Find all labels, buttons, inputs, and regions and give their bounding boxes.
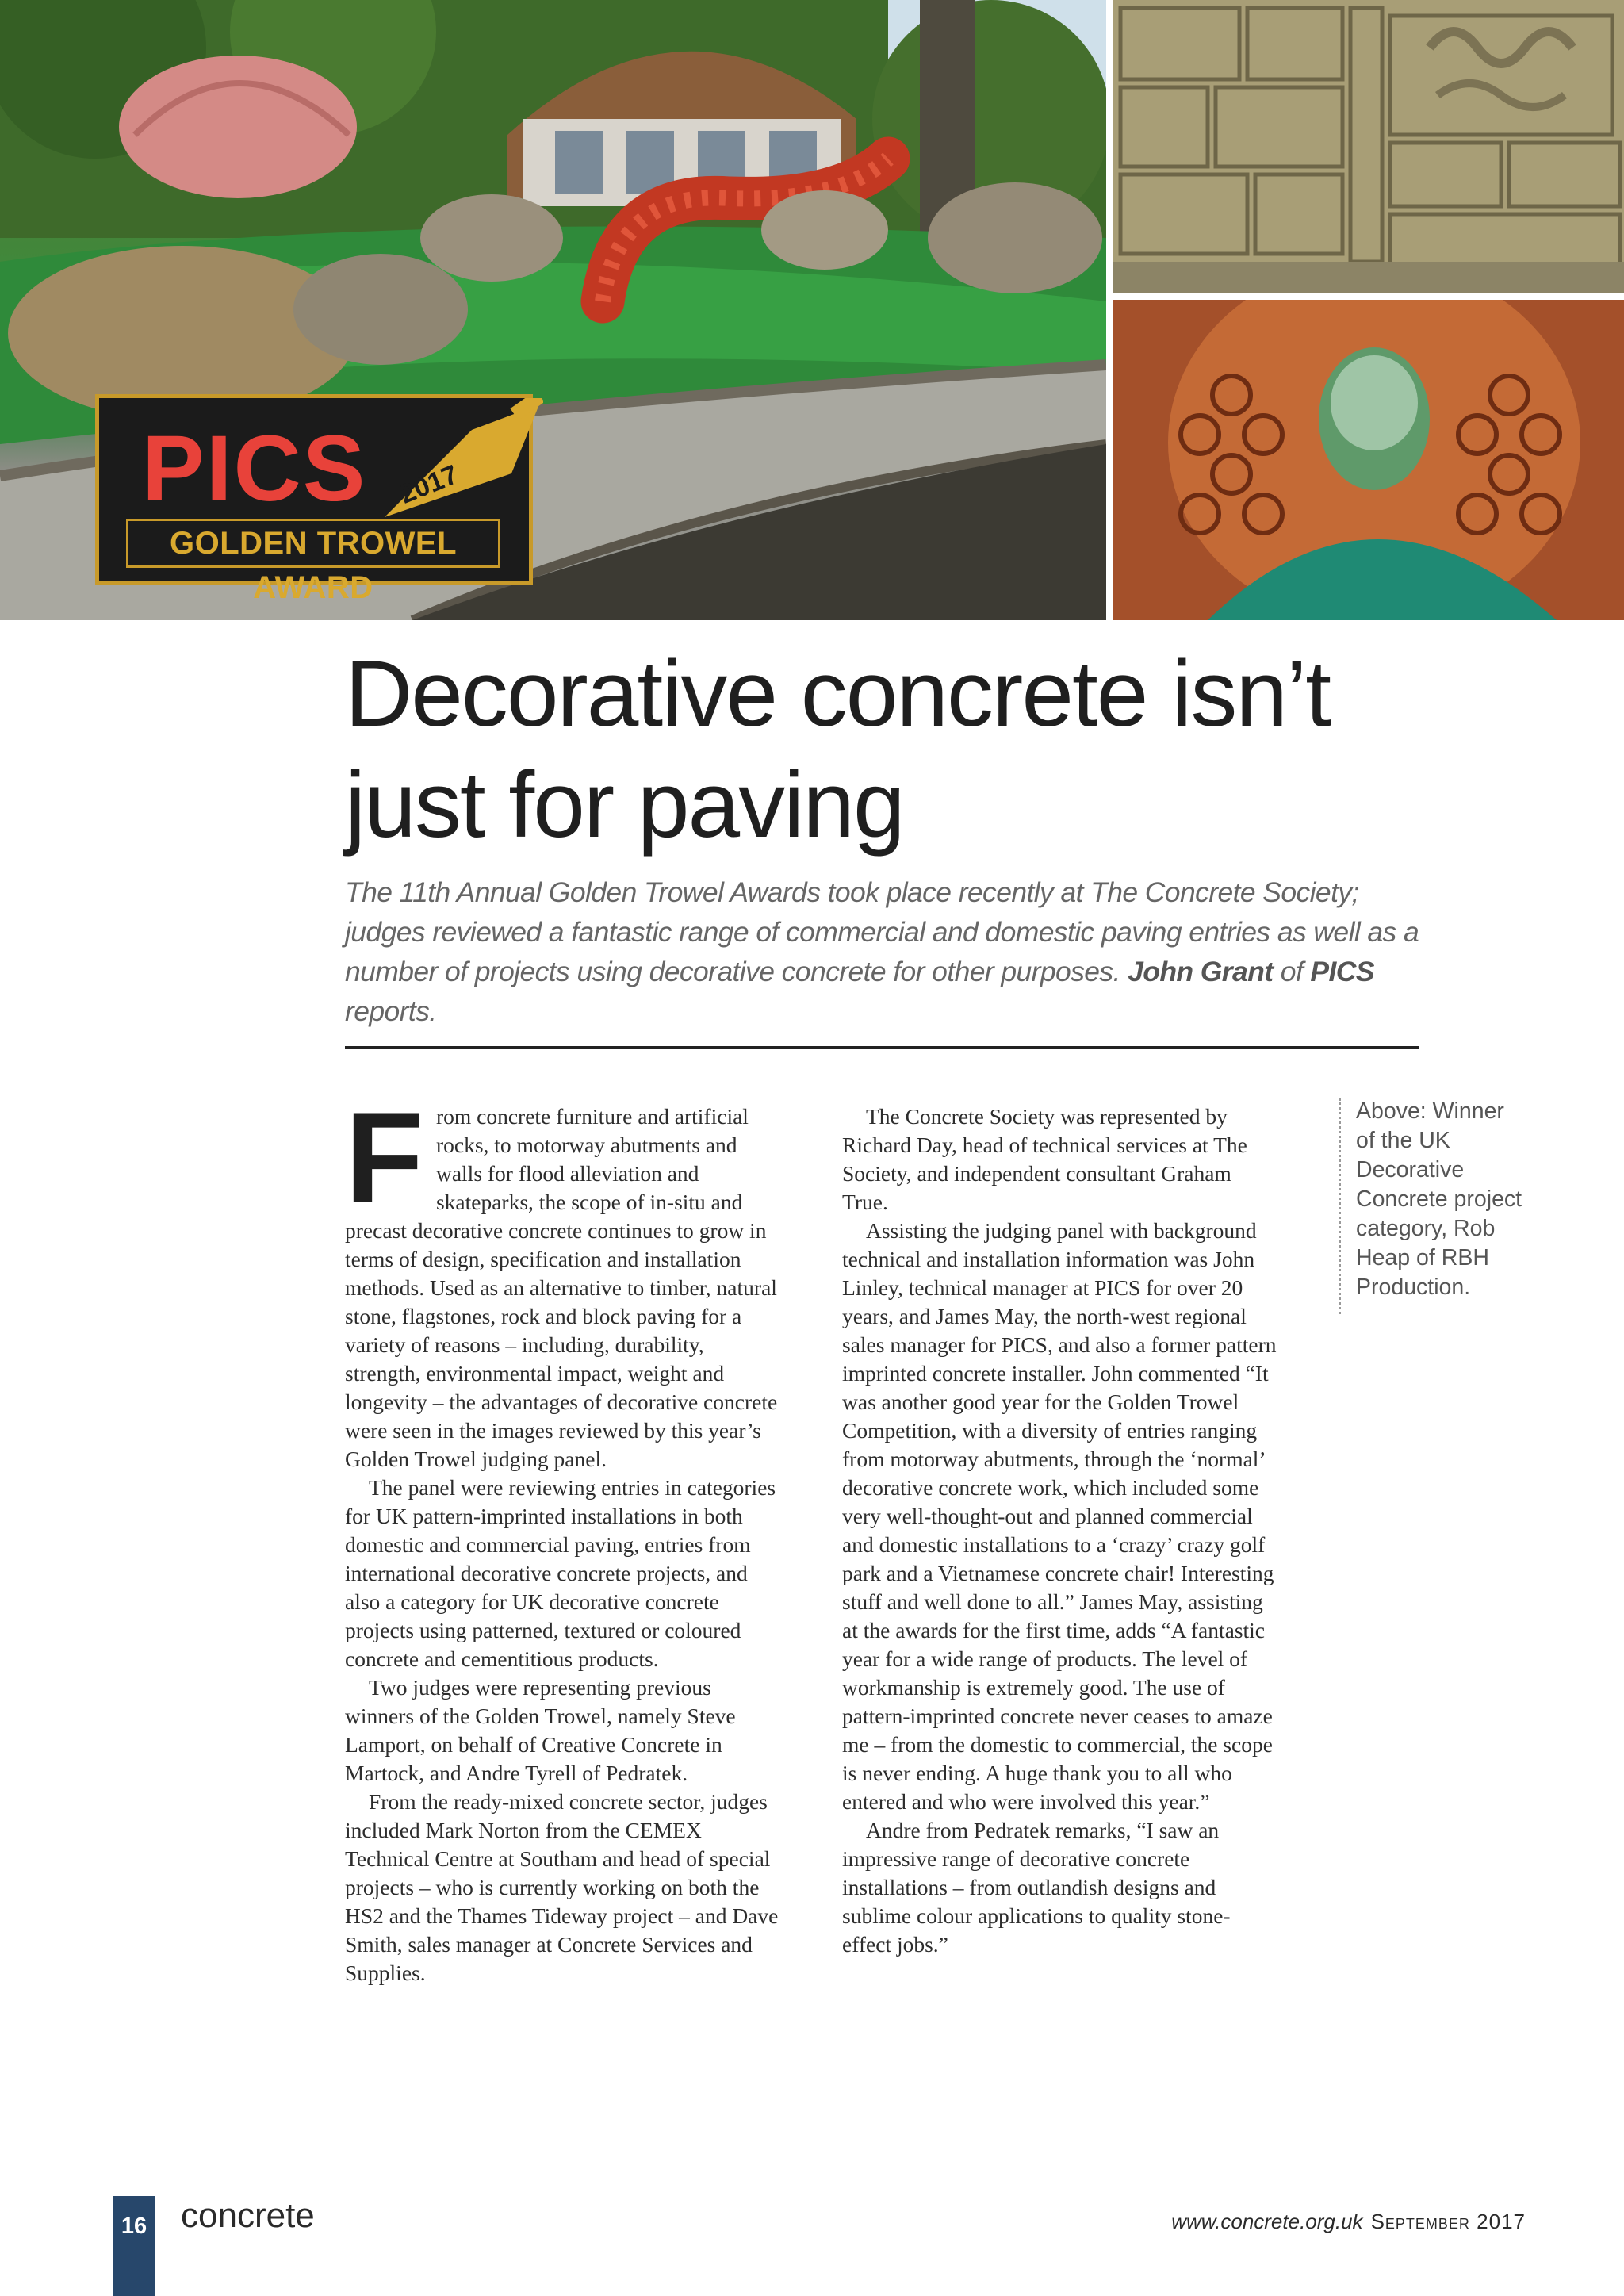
folio-tab: [113, 2196, 155, 2296]
standfirst-author: John Grant: [1128, 956, 1274, 987]
body-column-1: [345, 1086, 783, 1987]
photo-caption: Above: Winner of the UK Decorative Concrete project category, Rob Heap of RBH Production.: [1356, 1098, 1522, 1300]
tunnel-illustration: [1113, 300, 1624, 620]
stone-wall-illustration: [1113, 0, 1624, 293]
body-paragraph: The Concrete Society was represented by Richard Day, head of technical services at The Society, and independent consultant Graham True.: [842, 1104, 1247, 1214]
standfirst-org: PICS: [1310, 956, 1374, 987]
standfirst-of: of: [1280, 956, 1304, 987]
badge-award-title: GOLDEN TROWEL AWARD: [126, 519, 500, 568]
headline-divider: [345, 1046, 1419, 1049]
standfirst-end: reports.: [345, 995, 437, 1027]
headline-line-1: Decorative concrete isn’t: [345, 642, 1331, 746]
magazine-name: concrete: [181, 2196, 315, 2235]
page-number: 16: [121, 2214, 147, 2239]
article-standfirst: [345, 872, 1423, 1031]
body-paragraph: From the ready-mixed concrete sector, judges included Mark Norton from the CEMEX Technical Centre at Southam and head of special projects – who is currently working on both the HS2 and the Thames Tideway project – and Dave Smith, sales manager at Concrete Services and Supplies.: [345, 1789, 779, 1985]
body-paragraph: Andre from Pedratek remarks, “I saw an impressive range of decorative concrete installations – from outlandish designs and sublime colour applications to quality stone-effect jobs.”: [842, 1818, 1231, 1957]
headline-line-2: just for paving: [345, 753, 904, 857]
body-paragraph: Assisting the judging panel with background technical and installation information was John Linley, technical manager at PICS for over 20 years, and James May, the north-west regional sales manager for PICS, and also a former pattern imprinted concrete installer. John commented “It was another good year for the Golden Trowel Competition, with a diversity of entries ranging from motorway abutments, through the ‘normal’ decorative concrete work, which included some very well-thought-out and planned commercial and domestic installations to a ‘crazy’ crazy golf park and a Vietnamese concrete chair! Interesting stuff and well done to all.” James May, assisting at the awards for the first time, adds “A fantastic year for a wide range of products. The level of workmanship is extremely good. The use of pattern-imprinted concrete never ceases to amaze me – from the domestic to commercial, the scope is never ending. A huge thank you to all who entered and who were involved this year.”: [842, 1218, 1277, 1814]
caption-dotted-rule: [1339, 1098, 1341, 1314]
drop-cap: F: [345, 1086, 423, 1229]
honeycomb-tunnel-photo: [1113, 300, 1624, 620]
body-paragraph: The panel were reviewing entries in categories for UK pattern-imprinted installations in both domestic and commercial paving, entries from international decorative concrete projects, and also a category for UK decorative concrete projects using patterned, textured or coloured concrete and cementitious products.: [345, 1475, 776, 1671]
body-column-2: [842, 1102, 1277, 1959]
footer-info: [1171, 2211, 1526, 2232]
crazy-golf-course-photo: [0, 0, 1106, 620]
carved-stone-wall-photo: [1113, 0, 1624, 293]
body-paragraph: rom concrete furniture and artificial rocks, to motorway abutments and walls for flood alleviation and skateparks, the scope of in-situ and precast decorative concrete continues to grow in terms of design, specification and installation methods. Used as an alternative to timber, natural stone, flagstones, rock and block paving for a variety of reasons – including, durability, strength, environmental impact, weight and longevity – the advantages of decorative concrete were seen in the images reviewed by this year’s Golden Trowel judging panel.: [345, 1104, 778, 1471]
issue-date: September 2017: [1370, 2210, 1526, 2233]
badge-year: 2017: [395, 459, 463, 510]
badge-brand: PICS: [142, 416, 367, 521]
standfirst-text: The 11th Annual Golden Trowel Awards took place recently at The Concrete Society; judges reviewed a fantastic range of commercial and domestic paving entries as well as a number of projects using decorative concrete for other purposes.: [345, 876, 1419, 987]
trowel-icon: [353, 398, 543, 517]
pics-golden-trowel-badge: [95, 394, 533, 605]
article-headline: [345, 638, 1455, 861]
body-paragraph: Two judges were representing previous winners of the Golden Trowel, namely Steve Lamport, on behalf of Creative Concrete in Martock, and Andre Tyrell of Pedratek.: [345, 1675, 736, 1785]
website-url[interactable]: www.concrete.org.uk: [1171, 2210, 1363, 2233]
